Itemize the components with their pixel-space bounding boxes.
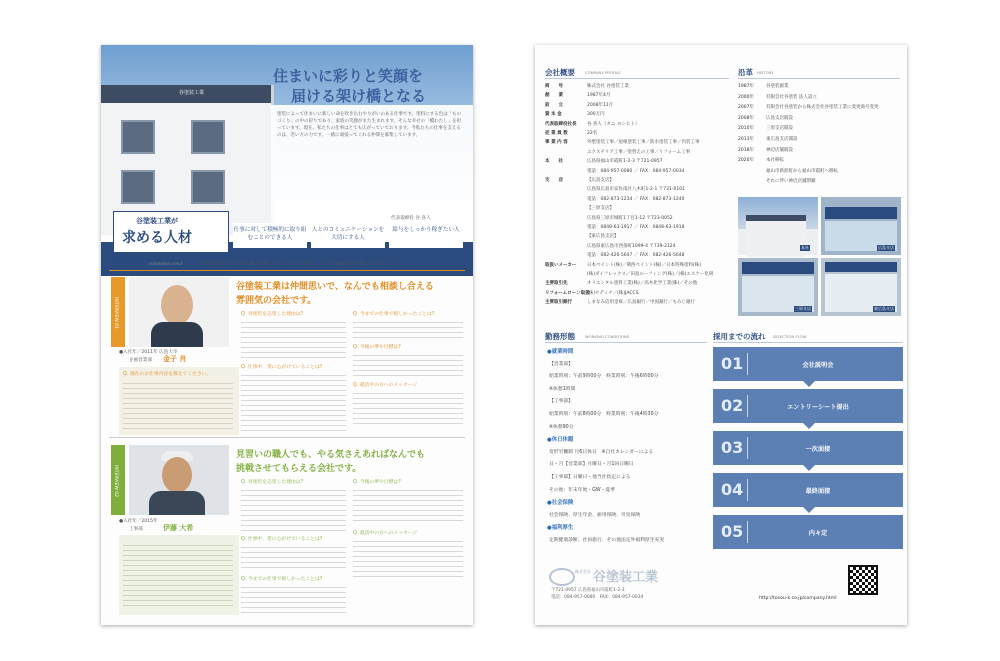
profile-row-value: 2008年11月 xyxy=(587,102,614,108)
hero-headline-2: 届ける架け橋となる xyxy=(291,87,427,105)
flow-step-label: 内々定 xyxy=(808,530,828,537)
history-year: 2013年 xyxy=(738,137,754,142)
flow-arrow-icon xyxy=(803,507,815,513)
history-year: 2008年 xyxy=(738,115,754,121)
branch-photo-4 xyxy=(821,258,901,316)
flow-step-number: 03 xyxy=(721,438,744,457)
work-line: 定期健康診断、社員旅行、その他法定外福利厚生充実 xyxy=(549,538,665,543)
branch-sign xyxy=(742,262,814,274)
profile-row-value: 1987年4月 xyxy=(587,93,611,99)
profile-row-value: 【東広島支店】 xyxy=(587,234,619,240)
work-line: 【工事部】 xyxy=(549,399,573,405)
history-year: 2007年 xyxy=(738,105,754,111)
intro-copy-area xyxy=(271,105,473,240)
flow-step-label: エントリーシート提出 xyxy=(787,404,849,411)
interview-2-q3: Q. 今後の夢や目標は? xyxy=(353,480,401,485)
branch-photo-1 xyxy=(738,197,818,255)
work-section-heading: ●社会保険 xyxy=(547,500,574,507)
interview-1-headline-1: 谷塗装工業は仲間思いで、なんでも相談し合える xyxy=(236,282,434,292)
flow-step-number: 02 xyxy=(721,396,744,415)
interview-2-role: 工事部 xyxy=(129,527,143,532)
profile-row-label: 事 業 内 容 xyxy=(545,140,568,146)
profile-row-value: 電話：082-873-1234 ／ FAX：082-873-1240 xyxy=(587,196,685,202)
flow-step-separator xyxy=(747,521,748,543)
ribbon-line-1: 谷塗装工業が xyxy=(136,217,178,225)
interview-1-q2: Q. 今までの仕事で嬉しかったことは? xyxy=(353,312,435,317)
profile-row-value: 300万円 xyxy=(587,112,605,118)
interview-2-tag xyxy=(111,445,125,515)
flow-arrow-icon xyxy=(803,465,815,471)
work-rule xyxy=(545,342,707,343)
interview-2-q5: Q. 今までの仕事で嬉しかったことは? xyxy=(241,577,323,582)
profile-row-value: 広島県三原市城町1丁目1-12 〒723-0052 xyxy=(587,215,673,221)
interview-section-label: 先輩の声 xyxy=(113,259,143,268)
history-year: 2000年 xyxy=(738,94,754,100)
profile-row-value: 広島県東広島市西条町1099-4 〒739-2124 xyxy=(587,243,676,249)
profile-row-value: 電話：082-426-5647 ／ FAX：082-426-5648 xyxy=(587,253,685,259)
work-line: 始業時刻：午前8時00分 終業時刻：午後4時30分 xyxy=(549,412,659,417)
interview-2-profile: ●入社年／2015年 xyxy=(119,519,158,524)
interview-2-name: 伊藤 大希 xyxy=(163,524,194,532)
interview-2-a4 xyxy=(353,537,463,577)
history-year: 2010年 xyxy=(738,126,754,132)
history-title-en: HISTORY xyxy=(757,70,774,75)
work-line: 日・月【営業部】月曜日・月1回日曜日 xyxy=(549,462,634,468)
profile-row-value: (株)ダイフレックス／田島ルーフィング(株)／(株)エスケー化研 xyxy=(587,272,714,277)
footer-address: 〒721-0957 広島県福山市霞町1-2-3 xyxy=(551,588,625,593)
profile-row-label: 主要取引先 xyxy=(545,281,568,287)
interview-1-q4: Q. 今後の夢や目標は? xyxy=(353,345,401,350)
profile-row-value: (株)セディナ／(株)JACCS xyxy=(587,290,639,296)
history-text: 三原支店開設 xyxy=(766,126,793,132)
profile-table xyxy=(545,83,731,315)
flow-step-label: 一次面接 xyxy=(805,446,831,453)
history-year: 2018年 xyxy=(738,147,754,153)
profile-row-label: 商 号 xyxy=(545,84,563,89)
branch-photo-3 xyxy=(738,258,818,316)
flow-step-box xyxy=(713,431,903,465)
branch-photo-1-caption: 本社 xyxy=(801,245,809,250)
profile-row-label: 取扱いメーカー xyxy=(545,262,577,268)
building-window xyxy=(191,120,225,154)
profile-row-value: 株式会社 谷塗装工業 xyxy=(587,84,629,89)
history-text: 広島支店開設 xyxy=(766,115,793,121)
wanted-pill-2: 人とのコミュニケーションを大切にする人 xyxy=(311,223,385,248)
qr-code xyxy=(848,565,878,595)
flow-step-separator xyxy=(747,479,748,501)
history-text: 東広島支店開設 xyxy=(766,137,798,142)
portrait-body xyxy=(151,322,203,347)
flow-step-number: 04 xyxy=(721,480,744,499)
interview-1-q3: Q. 仕事中、常に心がけていることは? xyxy=(241,365,323,370)
interview-2-headline-1: 見習いの職人でも、やる気さえあればなんでも xyxy=(236,450,426,460)
flow-arrow-icon xyxy=(803,381,815,387)
interview-2-q1: Q. 谷塗装を志望した理由は? xyxy=(241,480,304,485)
profile-row-value: 広島県福山市霞町1-2-3 〒721-0957 xyxy=(587,159,663,165)
hero-headline-1: 住まいに彩りと笑顔を xyxy=(273,67,424,85)
work-title: 勤務形態 xyxy=(545,332,575,341)
work-line: その他：年末年始・GW・夏季 xyxy=(549,487,616,493)
work-line: ※休憩1時間 xyxy=(549,386,576,392)
portrait-face xyxy=(162,457,192,493)
interview-1-a2 xyxy=(353,318,463,338)
work-line: 変形労働制 月6日休日 ※自社カレンダーによる xyxy=(549,449,654,455)
branch-photo-2-caption: 広島支店 xyxy=(878,245,894,250)
wanted-pill-3: 給与をしっかり稼ぎたい人 xyxy=(389,223,463,248)
branch-photo-2 xyxy=(821,197,901,255)
interview-2-q4: Q. 就活中の方へのメッセージ xyxy=(353,531,418,536)
interview-1-q5: Q. 就活中の方へのメッセージ xyxy=(353,383,418,388)
flow-steps xyxy=(713,347,903,557)
interview-2-photo xyxy=(129,445,229,515)
interview-2-a3 xyxy=(353,486,463,524)
logo-mark-icon xyxy=(549,568,575,586)
profile-row-label: 主要取引銀行 xyxy=(545,300,572,306)
interview-1-tag-text: INTERVIEW 01 xyxy=(113,297,118,330)
footer-tel: 電話：084-957-0080 FAX：084-957-0034 xyxy=(551,595,644,600)
flow-step-separator xyxy=(747,353,748,375)
work-line: 【工事部】日曜日・他当社指定による xyxy=(549,475,631,480)
interview-divider xyxy=(109,437,465,438)
flow-rule xyxy=(713,342,903,343)
portrait-body xyxy=(149,491,205,515)
history-table xyxy=(738,83,900,195)
profile-row-label: 支 店 xyxy=(545,178,563,183)
flow-step-label: 最終面接 xyxy=(805,488,831,495)
interview-1-a4 xyxy=(353,351,463,376)
portrait-face xyxy=(161,285,193,325)
profile-row-label: 設 立 xyxy=(545,102,563,108)
president-signature: 代表取締役 谷 喜人 xyxy=(391,216,431,221)
interview-section-label-en: INTERVIEW VOICE xyxy=(149,261,183,266)
work-title-en: WORKING CONDITIONS xyxy=(585,334,630,339)
interview-1-note-title: Q. 現在のお仕事内容を教えてください。 xyxy=(123,372,212,377)
profile-row-value: 広島県広島市安佐南区八木町1-2-1 〒731-0101 xyxy=(587,187,685,193)
branch-photo-4-caption: 東広島支店 xyxy=(874,306,894,311)
building-window xyxy=(191,170,225,204)
work-line: 始業時刻：午前9時00分 終業時刻：午後6時00分 xyxy=(549,374,659,380)
interview-2-q2: Q. 仕事中、常に心がけていることは? xyxy=(241,537,323,542)
flow-step-number: 05 xyxy=(721,522,744,541)
interview-1-headline-2: 雰囲気の会社です。 xyxy=(236,296,317,306)
interview-2-note-box xyxy=(119,535,239,615)
interview-2-headline-2: 挑戦させてもらえる会社です。 xyxy=(236,464,362,474)
flow-arrow-icon xyxy=(803,423,815,429)
work-line: 【営業部】 xyxy=(549,361,573,367)
interview-1-profile: ●入社年／2011年 広島大卒 xyxy=(119,350,178,355)
profile-row-value: 22名 xyxy=(587,131,598,136)
flow-step-separator xyxy=(747,395,748,417)
wanted-pill-1: 仕事に対して積極的に取り組むことのできる人 xyxy=(233,223,307,248)
recruit-brochure-back xyxy=(535,45,907,625)
history-year: 1987年 xyxy=(738,84,754,89)
profile-row-value: エクステリア工事／塗替えの工事／リフォーム工事 xyxy=(587,149,691,155)
work-line: 社会保険、厚生年金、雇用保険、労災保険 xyxy=(549,512,641,518)
history-text: 本社移転 xyxy=(766,158,784,164)
flow-title: 採用までの流れ xyxy=(713,332,766,341)
work-section-heading: ●就業時間 xyxy=(547,349,574,355)
work-line: ※休憩90分 xyxy=(549,424,574,430)
flow-step-box xyxy=(713,389,903,423)
profile-row-label: リフォームローン取扱 xyxy=(545,290,590,296)
profile-row-label: 代表取締役社長 xyxy=(545,121,577,127)
profile-row-value: オリエンタル塗料工業(株)／高木化学工業(株)／その他 xyxy=(587,281,698,287)
interview-1-name: 金子 肖 xyxy=(163,355,187,363)
profile-title: 会社概要 xyxy=(545,68,575,77)
work-list xyxy=(547,347,709,557)
profile-row-value: 【三原支店】 xyxy=(587,206,614,212)
interview-2-note-text xyxy=(123,541,233,609)
branch-photo-3-caption: 三原支店 xyxy=(795,306,811,311)
building-sign: 谷塗装工業 xyxy=(179,90,205,96)
profile-row-label: 本 社 xyxy=(545,159,563,165)
recruit-brochure-front xyxy=(101,45,473,625)
profile-row-label: 創 業 xyxy=(545,93,563,99)
flow-step-number: 01 xyxy=(721,354,744,373)
history-text: 谷塗装創業 xyxy=(766,84,789,89)
history-title: 沿革 xyxy=(738,68,753,77)
flow-step-box xyxy=(713,473,903,507)
flow-step-box xyxy=(713,347,903,381)
company-url[interactable]: http://tosou-k.co.jp/company.html xyxy=(759,596,837,601)
flow-step-separator xyxy=(747,437,748,459)
interview-1-a5 xyxy=(353,389,463,425)
flow-step-box xyxy=(713,515,903,549)
interview-1-role: 企画営業部 xyxy=(129,358,152,363)
work-section-heading: ●福利厚生 xyxy=(547,525,574,532)
history-text: それに伴い神辺店舗閉鎖 xyxy=(766,179,816,185)
profile-row-value: 谷 喜人（タニ ヨシヒト） xyxy=(587,121,640,127)
branch-sign xyxy=(825,207,897,219)
profile-rule xyxy=(545,78,729,79)
profile-row-value: 電話：0848-63-1917 ／ FAX：0848-63-1918 xyxy=(587,225,685,230)
interview-2-a1 xyxy=(241,486,346,531)
interview-section-caption: 谷塗装工業でイキイキ働く先輩たちに、入社して感じたことや日頃の思いを聞いてみました。 xyxy=(203,262,396,267)
interview-1-note-box xyxy=(119,367,239,435)
profile-row-value: 日本ペイント(株)／関西ペイント(株)／日本特殊塗料(株) xyxy=(587,262,702,268)
building-window xyxy=(121,120,155,154)
section-divider xyxy=(109,270,465,271)
profile-title-en: COMPANY PROFILE xyxy=(585,70,621,75)
branch-sign xyxy=(825,262,897,272)
work-section-heading: ●休日休暇 xyxy=(547,437,574,444)
history-text: 神辺店舗開設 xyxy=(766,147,793,153)
interview-1-q1: Q. 谷塗装を志望した理由は? xyxy=(241,312,304,317)
ribbon-line-2: 求める人材 xyxy=(122,230,192,246)
interview-1-a1 xyxy=(241,318,346,358)
flow-title-en: SELECTION FLOW xyxy=(773,334,807,339)
interview-2-a5 xyxy=(241,583,346,613)
interview-2-a2 xyxy=(241,543,346,571)
history-text: 有限会社谷塗装 法人設立 xyxy=(766,94,817,100)
profile-row-value: 【広島支店】 xyxy=(587,178,614,183)
interview-1-tag xyxy=(111,277,125,347)
history-rule xyxy=(738,78,900,79)
history-year: 2020年 xyxy=(738,158,754,164)
profile-row-value: 外壁塗装工事／屋根塗装工事／防水塗装工事／内装工事 xyxy=(587,140,700,146)
interview-1-a3 xyxy=(241,371,346,431)
profile-row-label: 従 業 員 数 xyxy=(545,131,568,136)
profile-row-value: しまなみ信用金庫／広島銀行／中国銀行／もみじ銀行 xyxy=(587,300,695,306)
history-text: 福山市新涯町から福山市霞町へ移転 xyxy=(766,168,838,174)
logo-text: 谷塗装工業 xyxy=(593,570,659,585)
history-text: 有限会社谷塗装から株式会社谷塗装工業に変更商号変更 xyxy=(766,105,879,111)
interview-2-tag-text: INTERVIEW 02 xyxy=(113,465,118,498)
flow-step-label: 会社説明会 xyxy=(802,362,834,369)
interview-1-note-text xyxy=(123,379,233,429)
profile-row-value: 電話：084-957-0080 ／ FAX：084-957-0034 xyxy=(587,168,685,174)
logo-prefix: 株式会社 xyxy=(575,569,591,574)
interview-1-photo xyxy=(129,277,229,347)
wanted-people-ribbon xyxy=(113,211,229,253)
building-window xyxy=(121,170,155,204)
intro-paragraph: 塗装によって住まいに新しい命を吹き込むやりがいのある仕事です。塗料にする色は「ものづくり」の中の彩りであり、家族の笑顔がまた生まれます。そんな幸せの「橋わたし」を担っています。現在、私たちの仕事はとても広がっていております。今私たちの仕事を支えるのは、若い方の力です。一緒に頑張ってくれる仲間を募集しています。 xyxy=(277,112,462,138)
branch-building xyxy=(746,215,806,257)
profile-row-label: 資 本 金 xyxy=(545,112,562,118)
